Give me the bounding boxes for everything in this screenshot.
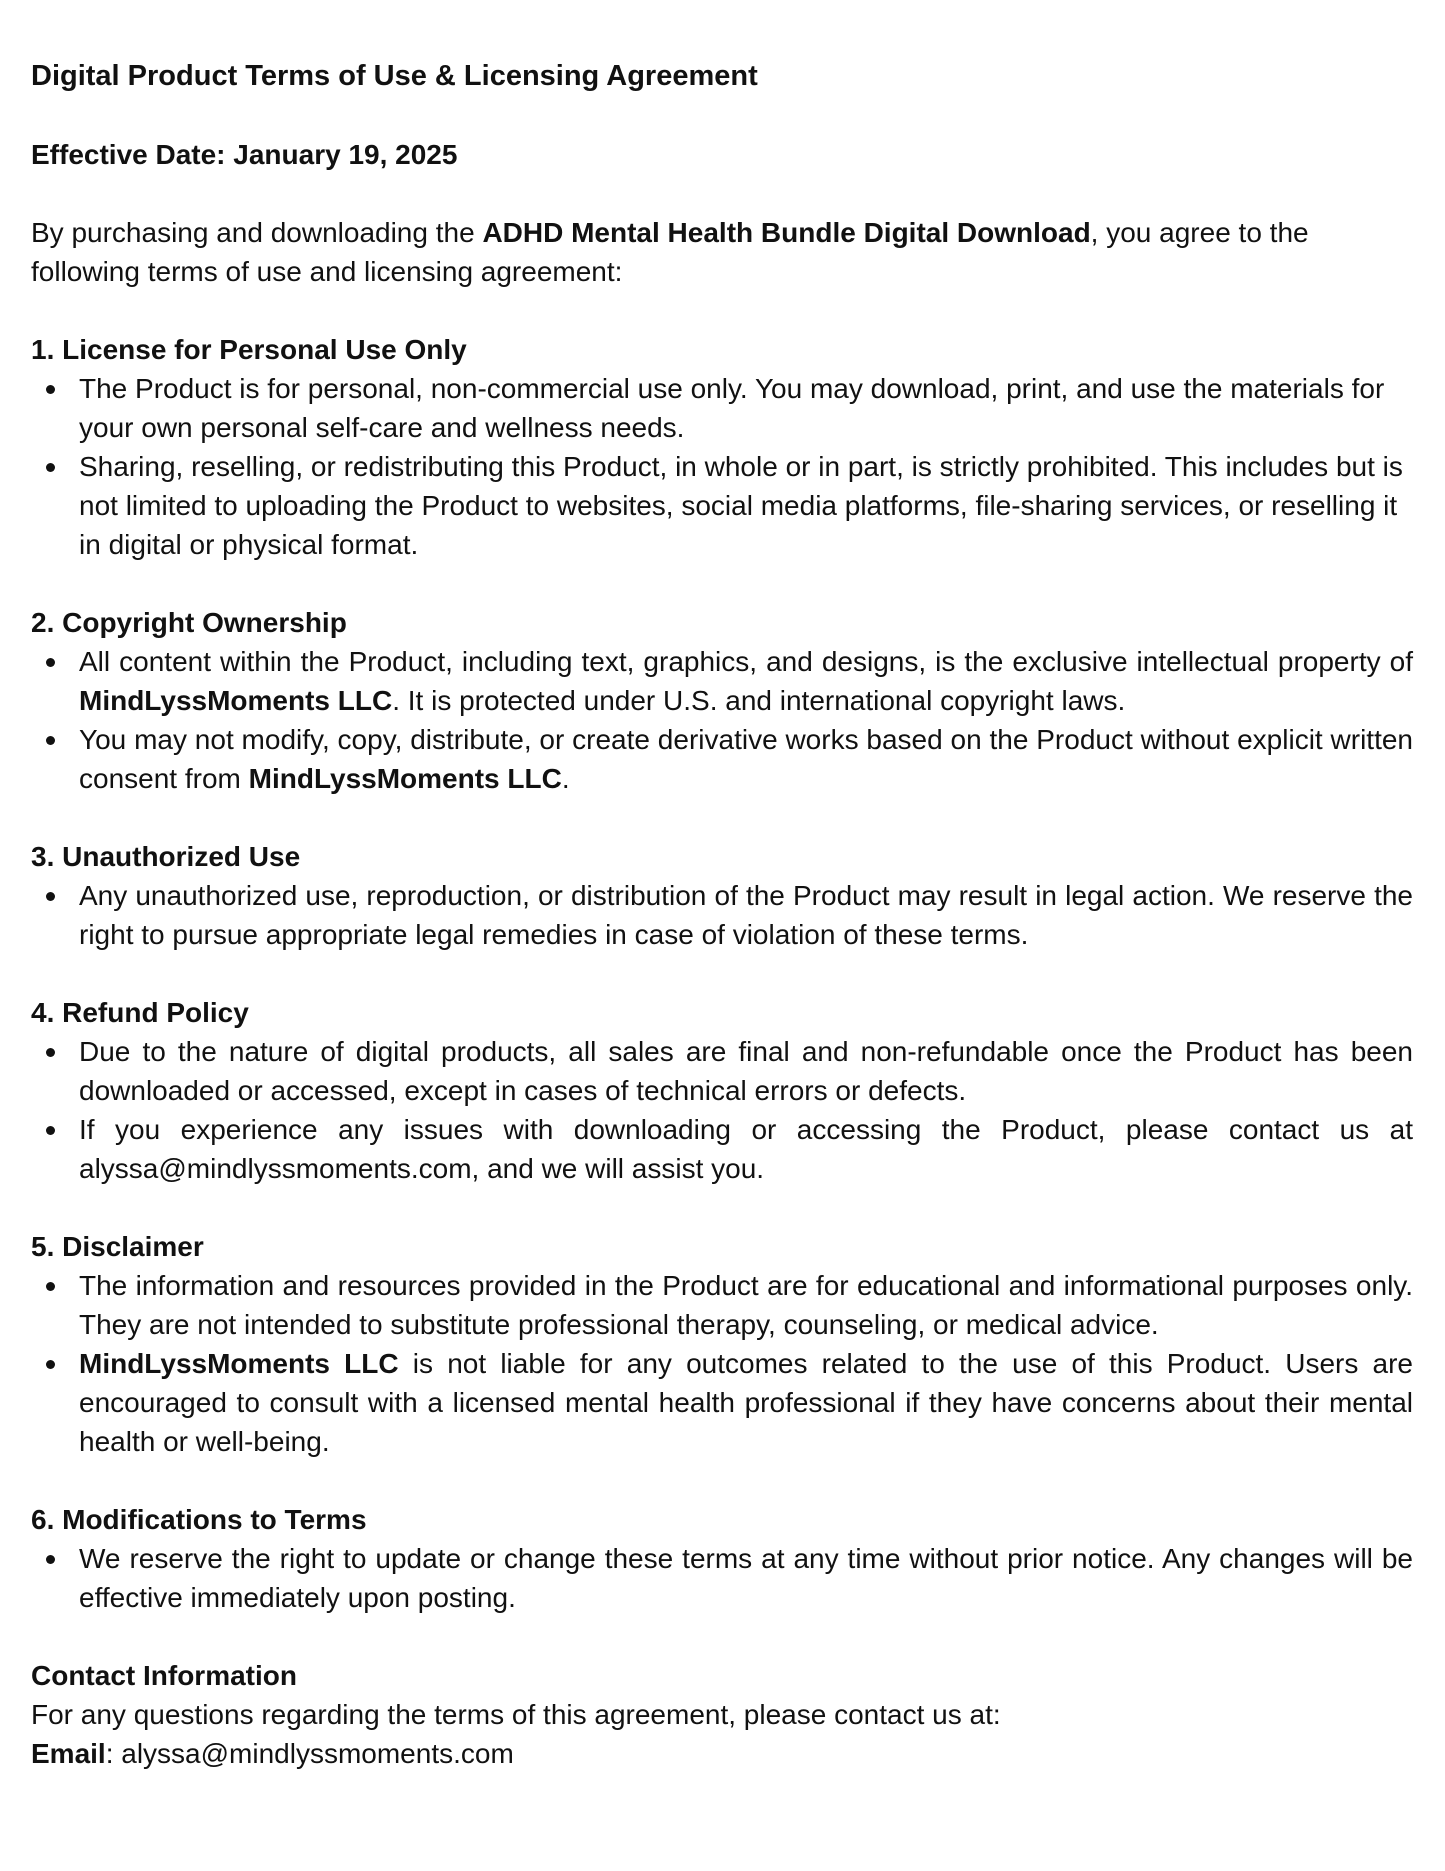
section-modifications: [31, 1500, 1413, 1617]
section-disclaimer: [31, 1227, 1413, 1461]
company-name: MindLyssMoments LLC: [248, 763, 562, 794]
section-refund-policy: [31, 993, 1413, 1188]
document-title: Digital Product Terms of Use & Licensing Agreement: [31, 60, 758, 92]
contact-email-line: [31, 1734, 1413, 1773]
section-heading: 5. Disclaimer: [31, 1231, 204, 1262]
bullet-list: [31, 369, 1413, 564]
bullet-item: We reserve the right to update or change these terms at any time without prior notice. Any changes will be effective immediately upon posting.: [31, 1539, 1413, 1617]
section-unauthorized-use: [31, 837, 1413, 954]
bullet-item: The Product is for personal, non-commercial use only. You may download, print, and use the materials for your own personal self-care and wellness needs.: [31, 369, 1413, 447]
bullet-item: [31, 720, 1413, 798]
bullet-text: You may not modify, copy, distribute, or create derivative works based on the Product without explicit written consent from: [79, 724, 1413, 794]
section-heading: 3. Unauthorized Use: [31, 841, 301, 872]
company-name: MindLyssMoments LLC: [79, 685, 393, 716]
bullet-item: Any unauthorized use, reproduction, or distribution of the Product may result in legal action. We reserve the right to pursue appropriate legal remedies in case of violation of these terms.: [31, 876, 1413, 954]
bullet-list: [31, 1266, 1413, 1461]
section-heading: 2. Copyright Ownership: [31, 607, 347, 638]
bullet-item: The information and resources provided in the Product are for educational and informational purposes only. They are not intended to substitute professional therapy, counseling, or medical advice.: [31, 1266, 1413, 1344]
intro-paragraph: [31, 213, 1413, 291]
bullet-text: . It is protected under U.S. and international copyright laws.: [392, 685, 1126, 716]
company-name: MindLyssMoments LLC: [79, 1348, 399, 1379]
bullet-text: is not liable for any outcomes related to the use of this Product. Users are encouraged to consult with a licensed mental health professional if they have concerns about their mental health or well-being.: [79, 1348, 1413, 1457]
email-address: alyssa@mindlyssmoments.com: [121, 1738, 514, 1769]
contact-text: For any questions regarding the terms of this agreement, please contact us at:: [31, 1699, 1001, 1730]
section-license: [31, 330, 1413, 564]
bullet-item: [31, 642, 1413, 720]
section-heading: 4. Refund Policy: [31, 997, 249, 1028]
bullet-list: [31, 642, 1413, 798]
section-heading: 6. Modifications to Terms: [31, 1504, 367, 1535]
email-label: Email: [31, 1738, 106, 1769]
section-contact: [31, 1656, 1413, 1773]
bullet-list: [31, 876, 1413, 954]
email-separator: :: [105, 1738, 122, 1769]
intro-text-after: , you agree to the following terms of use and licensing agreement:: [31, 217, 1309, 287]
bullet-item: If you experience any issues with downloading or accessing the Product, please contact us at alyssa@mindlyssmoments.com, and we will assist you.: [31, 1110, 1413, 1188]
section-heading: 1. License for Personal Use Only: [31, 334, 467, 365]
bullet-text: All content within the Product, including text, graphics, and designs, is the exclusive intellectual property of: [79, 646, 1413, 677]
bullet-text: .: [561, 763, 570, 794]
bullet-item: Due to the nature of digital products, all sales are final and non-refundable once the Product has been downloaded or accessed, except in cases of technical errors or defects.: [31, 1032, 1413, 1110]
effective-date: Effective Date: January 19, 2025: [31, 139, 458, 170]
product-name: ADHD Mental Health Bundle Digital Download: [482, 217, 1091, 248]
bullet-list: [31, 1539, 1413, 1617]
bullet-item: [31, 1344, 1413, 1461]
intro-text-before: By purchasing and downloading the: [31, 217, 483, 248]
bullet-item: Sharing, reselling, or redistributing this Product, in whole or in part, is strictly prohibited. This includes but is not limited to uploading the Product to websites, social media platforms, file-sharing services, or reselling it in digital or physical format.: [31, 447, 1413, 564]
section-copyright: [31, 603, 1413, 798]
bullet-list: [31, 1032, 1413, 1188]
section-heading: Contact Information: [31, 1660, 297, 1691]
